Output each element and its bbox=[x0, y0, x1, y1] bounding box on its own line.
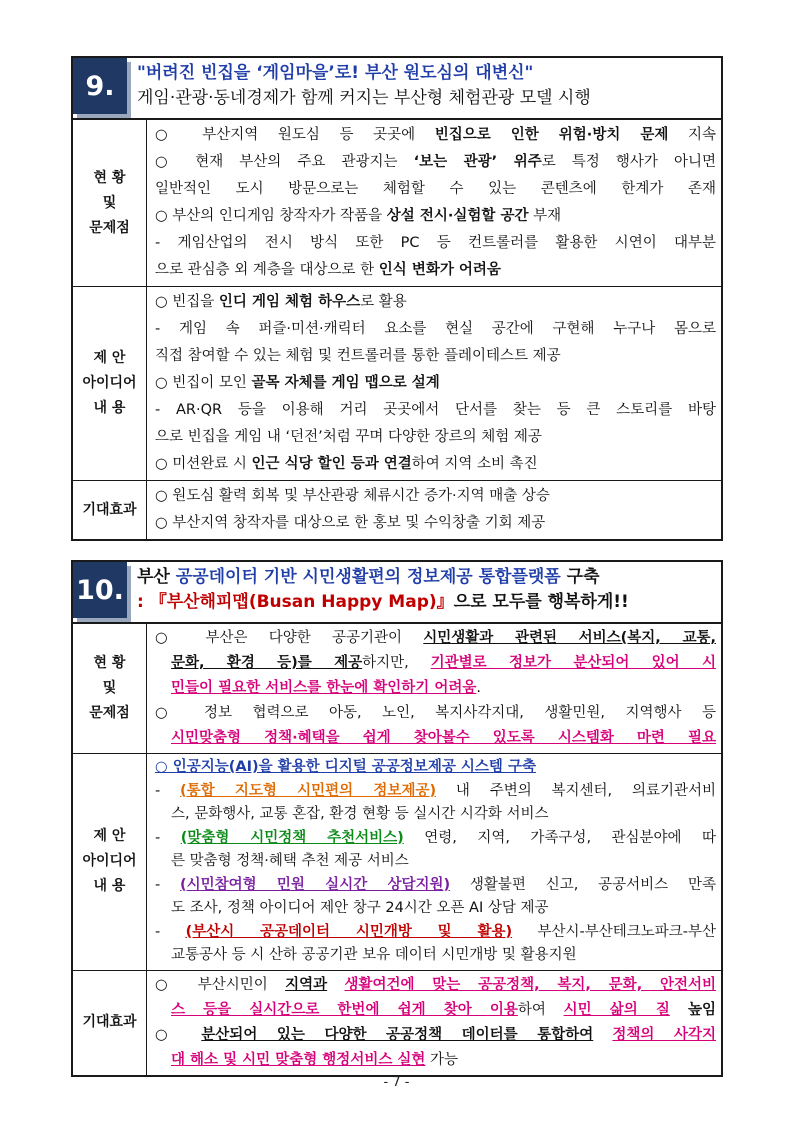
effect-label: 기대효과 bbox=[72, 970, 147, 1076]
text-line: - 게임산업의 전시 방식 또한 PC 등 컨트롤러를 활용한 시연이 대부분 bbox=[155, 235, 716, 251]
text-line: 시민맞춤형 정책·혜택을 쉽게 찾아볼수 있도록 시스템화 마련 필요 bbox=[171, 730, 716, 746]
status-label: 현 황 및 문제점 bbox=[72, 119, 147, 287]
text-line: 대 해소 및 시민 맞춤형 행정서비스 실현 가능 bbox=[171, 1051, 459, 1068]
proposal-table bbox=[71, 118, 723, 541]
text-line: - (부산시 공공데이터 시민개방 및 활용) 부산시-부산테크노파크-부산 bbox=[155, 923, 716, 940]
text-line: 일반적인 도시 방문으로는 체험할 수 있는 콘텐츠에 한계가 존재 bbox=[155, 181, 716, 197]
status-label: 현 황 및 문제점 bbox=[72, 623, 147, 754]
effect-content bbox=[147, 970, 723, 1076]
title-line-1: "버려진 빈집을 ‘게임마을’로! 부산 원도심의 대변신" bbox=[137, 63, 534, 83]
text-line: ○ 분산되어 있는 다양한 공공정책 데이터를 통합하여 정책의 사각지 bbox=[155, 1026, 716, 1043]
proposal-row bbox=[72, 754, 722, 971]
section-title bbox=[137, 565, 715, 615]
text-line: - 게임 속 퍼즐·미션·캐릭터 요소를 현실 공간에 구현해 누구나 몸으로 bbox=[155, 321, 716, 337]
section-header bbox=[71, 560, 723, 622]
proposal-row bbox=[72, 287, 722, 481]
text-line: - (맞춤형 시민정책 추천서비스) 연령, 지역, 가족구성, 관심분야에 따 bbox=[155, 829, 716, 846]
text-line: ○ 부산의 인디게임 창작자가 작품을 상설 전시·실험할 공간 부재 bbox=[155, 208, 562, 224]
status-content bbox=[147, 623, 723, 754]
text-line: ○ 부산지역 원도심 등 곳곳에 빈집으로 인한 위험·방치 문제 지속 bbox=[155, 127, 716, 143]
status-content bbox=[147, 119, 723, 287]
proposal-table bbox=[71, 622, 723, 1077]
effect-label: 기대효과 bbox=[72, 481, 147, 541]
status-row bbox=[72, 623, 722, 754]
text-line: 민들이 필요한 서비스를 한눈에 확인하기 어려움. bbox=[171, 680, 481, 696]
text-line: ○ 빈집이 모인 골목 자체를 게임 맵으로 설계 bbox=[155, 375, 440, 391]
proposal-label: 제 안 아이디어 내 용 bbox=[72, 287, 147, 481]
page-number: - 7 - bbox=[383, 1075, 410, 1090]
title-line-2: 게임·관광·동네경제가 함께 커지는 부산형 체험관광 모델 시행 bbox=[137, 88, 591, 108]
text-line: 문화, 환경 등)를 제공하지만, 기관별로 정보가 분산되어 있어 시 bbox=[171, 655, 716, 671]
text-line: ○ 부산지역 창작자를 대상으로 한 홍보 및 수익창출 기회 제공 bbox=[155, 515, 546, 531]
text-line: ○ 부산시민이 지역과 생활여건에 맞는 공공정책, 복지, 문화, 안전서비 bbox=[155, 976, 716, 993]
title-line-1: 부산 공공데이터 기반 시민생활편의 정보제공 통합플랫폼 구축 bbox=[137, 567, 600, 587]
proposal-content bbox=[147, 754, 723, 971]
text-line: - (시민참여형 민원 실시간 상담지원) 생활불편 신고, 공공서비스 만족 bbox=[155, 876, 716, 893]
status-row bbox=[72, 119, 722, 287]
title-line-2: : 『부산해피맵(Busan Happy Map)』으로 모두를 행복하게!! bbox=[137, 592, 629, 612]
text-line: ○ 정보 협력으로 아동, 노인, 복지사각지대, 생활민원, 지역행사 등 bbox=[155, 705, 716, 721]
text-line: 스, 문화행사, 교통 혼잡, 환경 현황 등 실시간 시각화 서비스 bbox=[171, 806, 549, 822]
proposal-section-10 bbox=[71, 560, 723, 1077]
section-number-badge: 9. bbox=[73, 58, 127, 114]
section-header bbox=[71, 56, 723, 118]
text-line: 으로 관심층 외 계층을 대상으로 한 인식 변화가 어려움 bbox=[155, 262, 501, 278]
text-line: 직접 참여할 수 있는 체험 및 컨트롤러를 통한 플레이테스트 제공 bbox=[155, 348, 561, 364]
effect-row bbox=[72, 481, 722, 541]
effect-row bbox=[72, 970, 722, 1076]
text-line: ○ 원도심 활력 회복 및 부산관광 체류시간 증가·지역 매출 상승 bbox=[155, 488, 550, 504]
text-line: 스 등을 실시간으로 한번에 쉽게 찾아 이용하여 시민 삶의 질 높임 bbox=[171, 1001, 716, 1018]
text-line: 으로 빈집을 게임 내 ‘던전’처럼 꾸며 다양한 장르의 체험 제공 bbox=[155, 429, 542, 445]
text-line: 도 조사, 정책 아이디어 제안 창구 24시간 오픈 AI 상담 제공 bbox=[171, 900, 549, 916]
text-line: 른 맞춤형 정책·혜택 추천 제공 서비스 bbox=[171, 853, 409, 869]
proposal-label: 제 안 아이디어 내 용 bbox=[72, 754, 147, 971]
section-number-badge: 10. bbox=[73, 562, 127, 618]
text-line: ○ 인공지능(AI)을 활용한 디지털 공공정보제공 시스템 구축 bbox=[155, 759, 536, 775]
text-line: ○ 부산은 다양한 공공기관이 시민생활과 관련된 서비스(복지, 교통, bbox=[155, 630, 716, 646]
text-line: ○ 미션완료 시 인근 식당 할인 등과 연결하여 지역 소비 촉진 bbox=[155, 456, 538, 472]
text-line: ○ 현재 부산의 주요 관광지는 ‘보는 관광’ 위주로 특정 행사가 아니면 bbox=[155, 154, 716, 170]
text-line: ○ 빈집을 인디 게임 체험 하우스로 활용 bbox=[155, 294, 407, 310]
text-line: - (통합 지도형 시민편의 정보제공) 내 주변의 복지센터, 의료기관서비 bbox=[155, 782, 716, 799]
section-title bbox=[137, 61, 715, 111]
effect-content bbox=[147, 481, 723, 541]
text-line: - AR·QR 등을 이용해 거리 곳곳에서 단서를 찾는 등 큰 스토리를 바탕 bbox=[155, 402, 716, 418]
text-line: 교통공사 등 시 산하 공공기관 보유 데이터 시민개방 및 활용지원 bbox=[171, 947, 577, 963]
proposal-content bbox=[147, 287, 723, 481]
proposal-section-9 bbox=[71, 56, 723, 541]
